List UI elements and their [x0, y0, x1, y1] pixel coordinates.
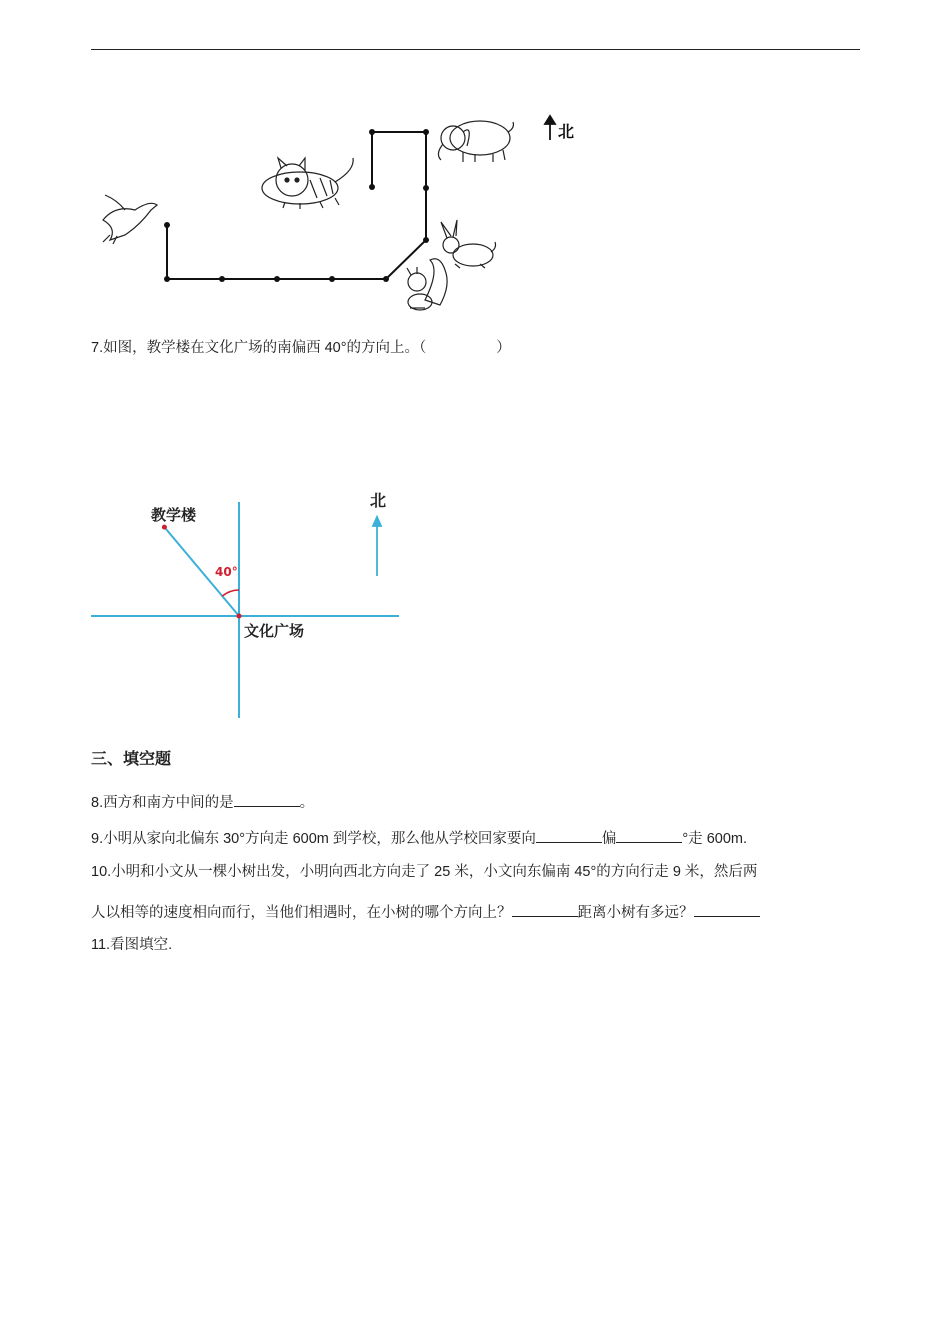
- square-point: [237, 614, 242, 619]
- cat-icon: [262, 158, 353, 209]
- route-dot: [383, 276, 389, 282]
- route-dot: [164, 276, 170, 282]
- question-9-part1: 9.小明从家向北偏东 30°方向走 600m 到学校，那么他从学校回家要向: [91, 831, 536, 847]
- elephant-icon: [438, 121, 513, 162]
- answer-blank-9a[interactable]: [536, 827, 602, 843]
- question-7-text: 7.如图，教学楼在文化广场的南偏西 40°的方向上。（: [91, 340, 427, 356]
- question-7: [91, 337, 511, 358]
- building-point: [162, 525, 167, 530]
- question-7-close: ）: [496, 340, 511, 356]
- animal-path-figure: [95, 110, 595, 320]
- route-dot: [219, 276, 225, 282]
- section-title: 三、填空题: [91, 751, 172, 768]
- squirrel-icon: [407, 259, 447, 310]
- question-10-text2a: 人以相等的速度相向而行，当他们相遇时，在小树的哪个方向上？: [91, 905, 512, 921]
- answer-blank-10b[interactable]: [694, 901, 760, 917]
- question-8-after: 。: [299, 795, 315, 811]
- route-dot: [164, 222, 170, 228]
- answer-blank-10a[interactable]: [512, 901, 578, 917]
- route-dot: [369, 184, 375, 190]
- answer-blank-7[interactable]: [426, 337, 496, 352]
- route-dot: [369, 129, 375, 135]
- question-8: [91, 791, 314, 813]
- question-9-part3: °走 600m.: [682, 831, 748, 847]
- rabbit-icon: [441, 220, 496, 268]
- answer-blank-9b[interactable]: [616, 827, 682, 843]
- route-dot: [274, 276, 280, 282]
- question-11: [91, 935, 172, 955]
- direction-diagram: [91, 490, 411, 725]
- route-dot: [423, 237, 429, 243]
- question-9-part2: 偏: [601, 831, 617, 847]
- question-10-text1: 10.小明和小文从一棵小树出发，小明向西北方向走了 25 米，小文向东偏南 45°的方向行走 9 米，然后两: [91, 864, 758, 880]
- north-arrow-icon: [545, 116, 555, 140]
- north-label-2: 北: [370, 491, 387, 510]
- question-10-text2b: 距离小树有多远？: [577, 905, 694, 921]
- question-9: [91, 827, 747, 849]
- header-rule: [91, 49, 860, 50]
- north-label: 北: [558, 122, 575, 141]
- angle-label: 40°: [215, 565, 238, 579]
- north-arrow-icon-2: [373, 517, 381, 576]
- route-path: [167, 132, 426, 279]
- answer-blank-8[interactable]: [234, 791, 300, 807]
- angle-arc: [222, 590, 239, 596]
- route-dot: [423, 185, 429, 191]
- square-label: 文化广场: [244, 622, 305, 640]
- question-10-line1: [91, 862, 757, 882]
- route-dot: [329, 276, 335, 282]
- route-dots: [164, 129, 429, 282]
- bird-icon: [103, 195, 157, 244]
- question-11-text: 11.看图填空.: [91, 937, 173, 953]
- question-10-line2: [91, 901, 760, 923]
- route-dot: [423, 129, 429, 135]
- question-8-text: 8.西方和南方中间的是: [91, 795, 234, 811]
- building-label: 教学楼: [151, 506, 197, 524]
